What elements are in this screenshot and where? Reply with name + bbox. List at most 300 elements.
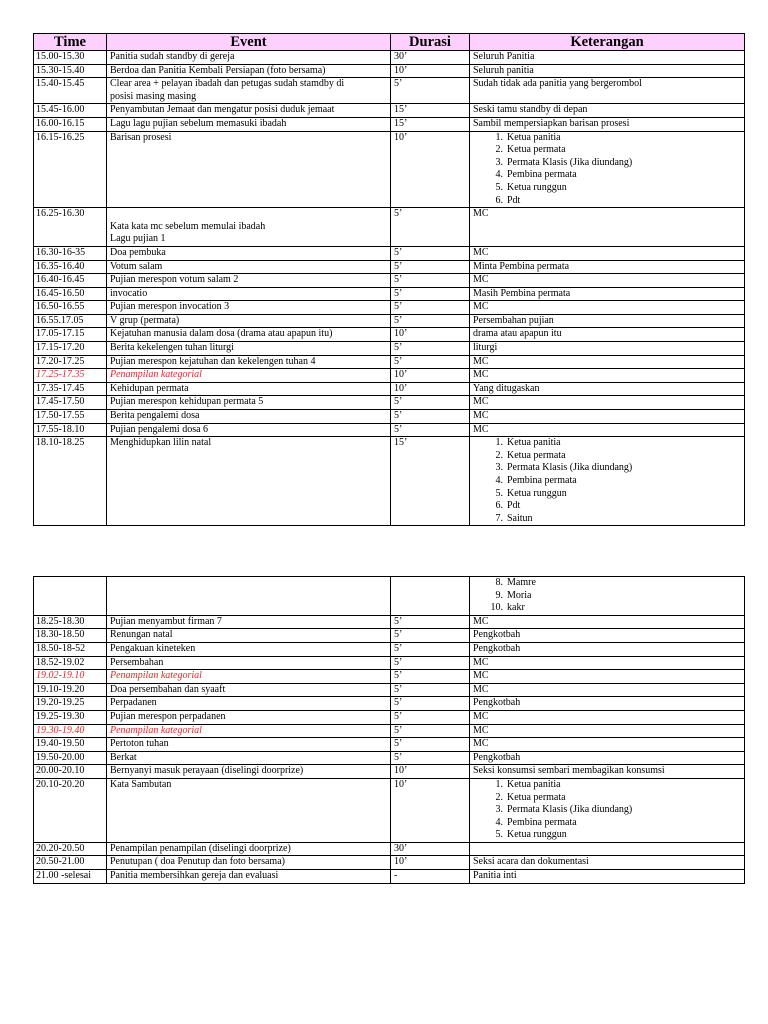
time-cell: 17.50-17.55 bbox=[34, 410, 107, 424]
table-row bbox=[34, 131, 745, 208]
list-text: Mamre bbox=[507, 577, 536, 588]
event-cell bbox=[107, 710, 391, 724]
table-row bbox=[34, 369, 745, 383]
time-cell: 15.45-16.00 bbox=[34, 104, 107, 118]
event-line: Lagu pujian 1 bbox=[110, 233, 166, 245]
durasi-cell: 5’ bbox=[391, 751, 470, 765]
event-cell bbox=[107, 778, 391, 842]
list-text: Ketua panitia bbox=[507, 778, 561, 790]
list-text: Moria bbox=[507, 589, 532, 601]
list-text: Pembina permata bbox=[507, 816, 577, 828]
keterangan-cell: Seksi konsumsi sembari membagikan konsumsi bbox=[470, 765, 745, 779]
header-time: Time bbox=[34, 34, 107, 51]
keterangan-cell: Masih Pembina permata bbox=[470, 287, 745, 301]
durasi-cell: 5’ bbox=[391, 656, 470, 670]
list-text: Permata Klasis (Jika diundang) bbox=[507, 156, 633, 168]
list-item bbox=[495, 500, 742, 513]
keterangan-cell: Minta Pembina permata bbox=[470, 260, 745, 274]
keterangan-cell: MC bbox=[470, 355, 745, 369]
durasi-cell: 5’ bbox=[391, 683, 470, 697]
event-cell bbox=[107, 104, 391, 118]
list-item bbox=[495, 144, 742, 157]
durasi-cell: 5’ bbox=[391, 629, 470, 643]
keterangan-cell bbox=[470, 778, 745, 842]
list-item bbox=[495, 131, 742, 145]
table-row bbox=[34, 683, 745, 697]
time-cell: 20.20-20.50 bbox=[34, 842, 107, 856]
time-cell: 20.10-20.20 bbox=[34, 778, 107, 842]
event-line: Penutupan ( doa Penutup dan foto bersama) bbox=[110, 856, 285, 868]
keterangan-cell: Seski tamu standby di depan bbox=[470, 104, 745, 118]
table-row bbox=[34, 670, 745, 684]
durasi-cell: 5’ bbox=[391, 246, 470, 260]
list-number: 4. bbox=[495, 475, 503, 486]
event-cell bbox=[107, 396, 391, 410]
keterangan-cell: MC bbox=[470, 683, 745, 697]
list-item bbox=[495, 487, 742, 501]
table-row bbox=[34, 104, 745, 118]
event-cell bbox=[107, 78, 391, 104]
durasi-cell: 5’ bbox=[391, 710, 470, 724]
keterangan-cell: MC bbox=[470, 208, 745, 247]
time-cell: 16.30-16-35 bbox=[34, 246, 107, 260]
event-cell bbox=[107, 382, 391, 396]
event-line: Kata Sambutan bbox=[110, 778, 172, 790]
event-cell bbox=[107, 423, 391, 437]
durasi-cell: 10’ bbox=[391, 369, 470, 383]
table-row bbox=[34, 355, 745, 369]
list-item bbox=[495, 156, 742, 170]
durasi-cell: 5’ bbox=[391, 342, 470, 356]
event-line: Votum salam bbox=[110, 260, 163, 272]
table-row bbox=[34, 314, 745, 328]
durasi-cell: 5’ bbox=[391, 724, 470, 738]
event-cell bbox=[107, 64, 391, 78]
table-row bbox=[34, 724, 745, 738]
event-line: Penyambutan Jemaat dan mengatur posisi duduk jemaat bbox=[110, 104, 335, 116]
table-row bbox=[34, 870, 745, 884]
durasi-cell: 5’ bbox=[391, 314, 470, 328]
list-number: 2. bbox=[495, 791, 503, 803]
table-row bbox=[34, 342, 745, 356]
event-cell bbox=[107, 724, 391, 738]
event-cell bbox=[107, 369, 391, 383]
list-number: 1. bbox=[495, 131, 503, 143]
header-keterangan: Keterangan bbox=[470, 34, 745, 51]
durasi-cell: - bbox=[391, 870, 470, 884]
time-cell: 17.15-17.20 bbox=[34, 342, 107, 356]
table-row bbox=[34, 629, 745, 643]
time-cell: 17.55-18.10 bbox=[34, 423, 107, 437]
list-item bbox=[495, 449, 742, 463]
keterangan-cell: MC bbox=[470, 710, 745, 724]
event-cell bbox=[107, 410, 391, 424]
event-cell bbox=[107, 260, 391, 274]
keterangan-cell: Sambil mempersiapkan barisan prosesi bbox=[470, 117, 745, 131]
table-row bbox=[34, 396, 745, 410]
keterangan-cell: MC bbox=[470, 369, 745, 383]
durasi-cell: 5’ bbox=[391, 410, 470, 424]
event-line: Pujian merespon kejatuhan dan kekelengen tuhan 4 bbox=[110, 355, 316, 367]
event-cell bbox=[107, 615, 391, 629]
table-row bbox=[34, 842, 745, 856]
time-cell: 21.00 -selesai bbox=[34, 870, 107, 884]
time-cell: 19.20-19.25 bbox=[34, 697, 107, 711]
time-cell: 18.10-18.25 bbox=[34, 437, 107, 526]
table-row bbox=[34, 382, 745, 396]
event-line: Pujian merespon votum salam 2 bbox=[110, 274, 239, 286]
table-row bbox=[34, 64, 745, 78]
event-line: Pujian merespon kehidupan permata 5 bbox=[110, 396, 264, 408]
table-row bbox=[34, 246, 745, 260]
keterangan-cell: MC bbox=[470, 246, 745, 260]
time-cell: 18.52-19.02 bbox=[34, 656, 107, 670]
keterangan-cell bbox=[470, 131, 745, 208]
table-row bbox=[34, 260, 745, 274]
time-cell: 18.50-18-52 bbox=[34, 642, 107, 656]
event-line: invocatio bbox=[110, 287, 148, 299]
event-cell bbox=[107, 287, 391, 301]
durasi-cell: 15’ bbox=[391, 104, 470, 118]
event-cell bbox=[107, 51, 391, 65]
table-row bbox=[34, 208, 745, 247]
list-number: 2. bbox=[495, 144, 503, 156]
event-cell bbox=[107, 246, 391, 260]
time-cell: 16.50-16.55 bbox=[34, 301, 107, 315]
time-cell: 16.00-16.15 bbox=[34, 117, 107, 131]
list-item bbox=[495, 475, 742, 488]
time-cell: 16.40-16.45 bbox=[34, 274, 107, 288]
list-number: 4. bbox=[495, 816, 503, 828]
event-cell bbox=[107, 842, 391, 856]
event-line: Pengakuan kineteken bbox=[110, 642, 196, 654]
list-text: Ketua runggun bbox=[507, 181, 567, 193]
keterangan-cell: MC bbox=[470, 274, 745, 288]
time-cell bbox=[34, 577, 107, 616]
list-text: kakr bbox=[507, 602, 525, 614]
event-line: Penampilan penampilan (diselingi doorprize) bbox=[110, 842, 291, 854]
time-cell: 18.30-18.50 bbox=[34, 629, 107, 643]
list-item bbox=[495, 512, 742, 526]
event-line: Berita kekelengen tuhan liturgi bbox=[110, 342, 234, 354]
list-text: Ketua runggun bbox=[507, 829, 567, 841]
event-cell bbox=[107, 629, 391, 643]
durasi-cell bbox=[391, 577, 470, 616]
keterangan-cell bbox=[470, 437, 745, 526]
durasi-cell: 5’ bbox=[391, 287, 470, 301]
keterangan-cell: Yang ditugaskan bbox=[470, 382, 745, 396]
table-row bbox=[34, 274, 745, 288]
durasi-cell: 15’ bbox=[391, 117, 470, 131]
durasi-cell: 5’ bbox=[391, 301, 470, 315]
event-line: Penampilan kategorial bbox=[110, 369, 202, 381]
event-line bbox=[110, 577, 388, 590]
durasi-cell: 10’ bbox=[391, 765, 470, 779]
event-line: Bernyanyi masuk perayaan (diselingi doorprize) bbox=[110, 765, 304, 777]
event-line: Kehidupan permata bbox=[110, 382, 189, 394]
time-cell: 15.40-15.45 bbox=[34, 78, 107, 104]
list-number: 6. bbox=[495, 194, 503, 206]
table-row bbox=[34, 738, 745, 752]
event-cell bbox=[107, 670, 391, 684]
keterangan-cell: MC bbox=[470, 670, 745, 684]
event-cell bbox=[107, 577, 391, 616]
keterangan-cell: drama atau apapun itu bbox=[470, 328, 745, 342]
event-line: Doa persembahan dan syaaft bbox=[110, 683, 226, 695]
event-line: V grup (permata) bbox=[110, 314, 180, 326]
event-line: Pujian pengalemi dosa 6 bbox=[110, 423, 209, 435]
time-cell: 17.45-17.50 bbox=[34, 396, 107, 410]
table-row bbox=[34, 778, 745, 842]
durasi-cell: 5’ bbox=[391, 642, 470, 656]
event-line: Berita pengalemi dosa bbox=[110, 410, 200, 422]
event-line: Berkat bbox=[110, 751, 137, 763]
event-line bbox=[110, 208, 388, 221]
list-item bbox=[495, 169, 742, 182]
list-text: Pdt bbox=[507, 500, 521, 512]
list-item bbox=[495, 589, 742, 603]
keterangan-cell: MC bbox=[470, 396, 745, 410]
list-number: 5. bbox=[495, 487, 503, 499]
list-text: Saitun bbox=[507, 512, 533, 524]
durasi-cell: 10’ bbox=[391, 778, 470, 842]
time-cell: 16.25-16.30 bbox=[34, 208, 107, 247]
durasi-cell: 30’ bbox=[391, 51, 470, 65]
keterangan-cell: MC bbox=[470, 410, 745, 424]
keterangan-cell: MC bbox=[470, 724, 745, 738]
list-text: Permata Klasis (Jika diundang) bbox=[507, 462, 633, 474]
time-cell: 20.00-20.10 bbox=[34, 765, 107, 779]
event-line: Clear area + pelayan ibadah dan petugas sudah stamdby di bbox=[110, 78, 345, 90]
event-line: Perpadanen bbox=[110, 697, 157, 709]
keterangan-list bbox=[473, 577, 742, 615]
list-number: 7. bbox=[495, 512, 503, 524]
time-cell: 16.35-16.40 bbox=[34, 260, 107, 274]
event-line: Kata kata mc sebelum memulai ibadah bbox=[110, 220, 266, 232]
table-row bbox=[34, 78, 745, 104]
keterangan-cell bbox=[470, 842, 745, 856]
time-cell: 15.30-15.40 bbox=[34, 64, 107, 78]
event-cell bbox=[107, 697, 391, 711]
event-line: Penampilan kategorial bbox=[110, 724, 202, 736]
time-cell: 16.55.17.05 bbox=[34, 314, 107, 328]
list-text: Ketua panitia bbox=[507, 437, 561, 449]
event-cell bbox=[107, 208, 391, 247]
event-cell bbox=[107, 117, 391, 131]
time-cell: 17.20-17.25 bbox=[34, 355, 107, 369]
durasi-cell: 5’ bbox=[391, 355, 470, 369]
event-cell bbox=[107, 131, 391, 208]
list-number: 5. bbox=[495, 181, 503, 193]
keterangan-cell: Sudah tidak ada panitia yang bergerombol bbox=[470, 78, 745, 104]
time-cell: 17.05-17.15 bbox=[34, 328, 107, 342]
event-line: Menghidupkan lilin natal bbox=[110, 437, 212, 449]
list-item bbox=[495, 437, 742, 450]
keterangan-list bbox=[473, 132, 742, 208]
list-number: 3. bbox=[495, 804, 503, 816]
list-number: 4. bbox=[495, 169, 503, 181]
keterangan-cell: Persembahan pujian bbox=[470, 314, 745, 328]
list-text: Ketua runggun bbox=[507, 487, 567, 499]
durasi-cell: 10’ bbox=[391, 131, 470, 208]
list-text: Permata Klasis (Jika diundang) bbox=[507, 804, 633, 816]
table-row bbox=[34, 287, 745, 301]
event-cell bbox=[107, 870, 391, 884]
time-cell: 17.25-17.35 bbox=[34, 369, 107, 383]
table-row bbox=[34, 656, 745, 670]
keterangan-cell: Pengkotbah bbox=[470, 697, 745, 711]
time-cell: 19.10-19.20 bbox=[34, 683, 107, 697]
time-cell: 19.02-19.10 bbox=[34, 670, 107, 684]
event-line: Penampilan kategorial bbox=[110, 670, 202, 682]
event-line: Renungan natal bbox=[110, 629, 173, 641]
list-number: 10. bbox=[490, 602, 503, 614]
keterangan-cell: liturgi bbox=[470, 342, 745, 356]
event-line: Barisan prosesi bbox=[110, 131, 172, 143]
time-cell: 17.35-17.45 bbox=[34, 382, 107, 396]
keterangan-cell: Seksi acara dan dokumentasi bbox=[470, 856, 745, 870]
time-cell: 19.25-19.30 bbox=[34, 710, 107, 724]
table-row bbox=[34, 751, 745, 765]
keterangan-cell: Pengkotbah bbox=[470, 629, 745, 643]
event-cell bbox=[107, 274, 391, 288]
table-row bbox=[34, 423, 745, 437]
keterangan-cell: Seluruh Panitia bbox=[470, 51, 745, 65]
durasi-cell: 30’ bbox=[391, 842, 470, 856]
table-row bbox=[34, 51, 745, 65]
durasi-cell: 5’ bbox=[391, 670, 470, 684]
list-number: 1. bbox=[495, 778, 503, 790]
event-line: Persembahan bbox=[110, 656, 164, 668]
keterangan-list bbox=[473, 437, 742, 525]
durasi-cell: 10’ bbox=[391, 856, 470, 870]
time-cell: 18.25-18.30 bbox=[34, 615, 107, 629]
list-item bbox=[495, 462, 742, 475]
table-row bbox=[34, 301, 745, 315]
list-number: 3. bbox=[495, 156, 503, 168]
event-cell bbox=[107, 314, 391, 328]
keterangan-cell bbox=[470, 577, 745, 616]
list-number: 8. bbox=[495, 577, 503, 588]
event-line: Pertoton tuhan bbox=[110, 738, 169, 750]
event-cell bbox=[107, 765, 391, 779]
keterangan-cell: Pengkotbah bbox=[470, 751, 745, 765]
list-number: 1. bbox=[495, 437, 503, 449]
schedule-table-2 bbox=[33, 576, 745, 884]
event-line: Berdoa dan Panitia Kembali Persiapan (foto bersama) bbox=[110, 64, 326, 76]
list-text: Ketua permata bbox=[507, 449, 566, 461]
event-line: Panitia membersihkan gereja dan evaluasi bbox=[110, 870, 279, 882]
durasi-cell: 15’ bbox=[391, 437, 470, 526]
table-row bbox=[34, 765, 745, 779]
event-cell bbox=[107, 328, 391, 342]
table-row bbox=[34, 577, 745, 616]
table-row bbox=[34, 117, 745, 131]
schedule-table-1 bbox=[33, 33, 745, 526]
event-line: Doa pembuka bbox=[110, 246, 166, 258]
list-item bbox=[495, 816, 742, 830]
event-cell bbox=[107, 656, 391, 670]
durasi-cell: 10’ bbox=[391, 64, 470, 78]
durasi-cell: 10’ bbox=[391, 382, 470, 396]
list-text: Pembina permata bbox=[507, 169, 577, 181]
keterangan-list bbox=[473, 779, 742, 842]
keterangan-cell: Panitia inti bbox=[470, 870, 745, 884]
keterangan-cell: Pengkotbah bbox=[470, 642, 745, 656]
durasi-cell: 5’ bbox=[391, 396, 470, 410]
list-item bbox=[495, 778, 742, 792]
keterangan-cell: MC bbox=[470, 615, 745, 629]
time-cell: 16.45-16.50 bbox=[34, 287, 107, 301]
table-row bbox=[34, 410, 745, 424]
durasi-cell: 5’ bbox=[391, 738, 470, 752]
list-number: 6. bbox=[495, 500, 503, 512]
list-number: 3. bbox=[495, 462, 503, 474]
event-line: Pujian merespon invocation 3 bbox=[110, 301, 230, 313]
table-row bbox=[34, 328, 745, 342]
time-cell: 19.40-19.50 bbox=[34, 738, 107, 752]
time-cell: 20.50-21.00 bbox=[34, 856, 107, 870]
durasi-cell: 5’ bbox=[391, 274, 470, 288]
list-text: Ketua panitia bbox=[507, 131, 561, 143]
event-cell bbox=[107, 856, 391, 870]
list-number: 5. bbox=[495, 829, 503, 841]
time-cell: 16.15-16.25 bbox=[34, 131, 107, 208]
schedule-body-1 bbox=[34, 51, 745, 526]
event-line: Pujian menyambut firman 7 bbox=[110, 615, 222, 627]
list-item bbox=[495, 181, 742, 195]
list-text: Pdt bbox=[507, 194, 521, 206]
durasi-cell: 5’ bbox=[391, 208, 470, 247]
time-cell: 15.00-15.30 bbox=[34, 51, 107, 65]
event-cell bbox=[107, 437, 391, 526]
header-durasi: Durasi bbox=[391, 34, 470, 51]
list-text: Pembina permata bbox=[507, 475, 577, 486]
list-item bbox=[490, 602, 742, 615]
list-number: 9. bbox=[495, 589, 503, 601]
time-cell: 19.50-20.00 bbox=[34, 751, 107, 765]
durasi-cell: 5’ bbox=[391, 615, 470, 629]
keterangan-cell: MC bbox=[470, 738, 745, 752]
header-row bbox=[34, 34, 745, 51]
keterangan-cell: Seluruh panitia bbox=[470, 64, 745, 78]
event-cell bbox=[107, 683, 391, 697]
keterangan-cell: MC bbox=[470, 423, 745, 437]
table-row bbox=[34, 437, 745, 526]
table-row bbox=[34, 697, 745, 711]
table-row bbox=[34, 710, 745, 724]
event-cell bbox=[107, 642, 391, 656]
event-cell bbox=[107, 342, 391, 356]
list-item bbox=[495, 829, 742, 842]
durasi-cell: 5’ bbox=[391, 260, 470, 274]
event-cell bbox=[107, 738, 391, 752]
table-row bbox=[34, 856, 745, 870]
event-line: Pujian merespon perpadanen bbox=[110, 710, 226, 722]
list-item bbox=[495, 804, 742, 817]
time-cell: 19.30-19.40 bbox=[34, 724, 107, 738]
table-row bbox=[34, 615, 745, 629]
event-line: posisi masing masing bbox=[110, 90, 197, 102]
list-item bbox=[495, 194, 742, 208]
table-row bbox=[34, 642, 745, 656]
list-item bbox=[495, 791, 742, 805]
event-line: Panitia sudah standby di gereja bbox=[110, 51, 235, 62]
keterangan-cell: MC bbox=[470, 301, 745, 315]
event-cell bbox=[107, 751, 391, 765]
durasi-cell: 10’ bbox=[391, 328, 470, 342]
list-item bbox=[495, 577, 742, 590]
